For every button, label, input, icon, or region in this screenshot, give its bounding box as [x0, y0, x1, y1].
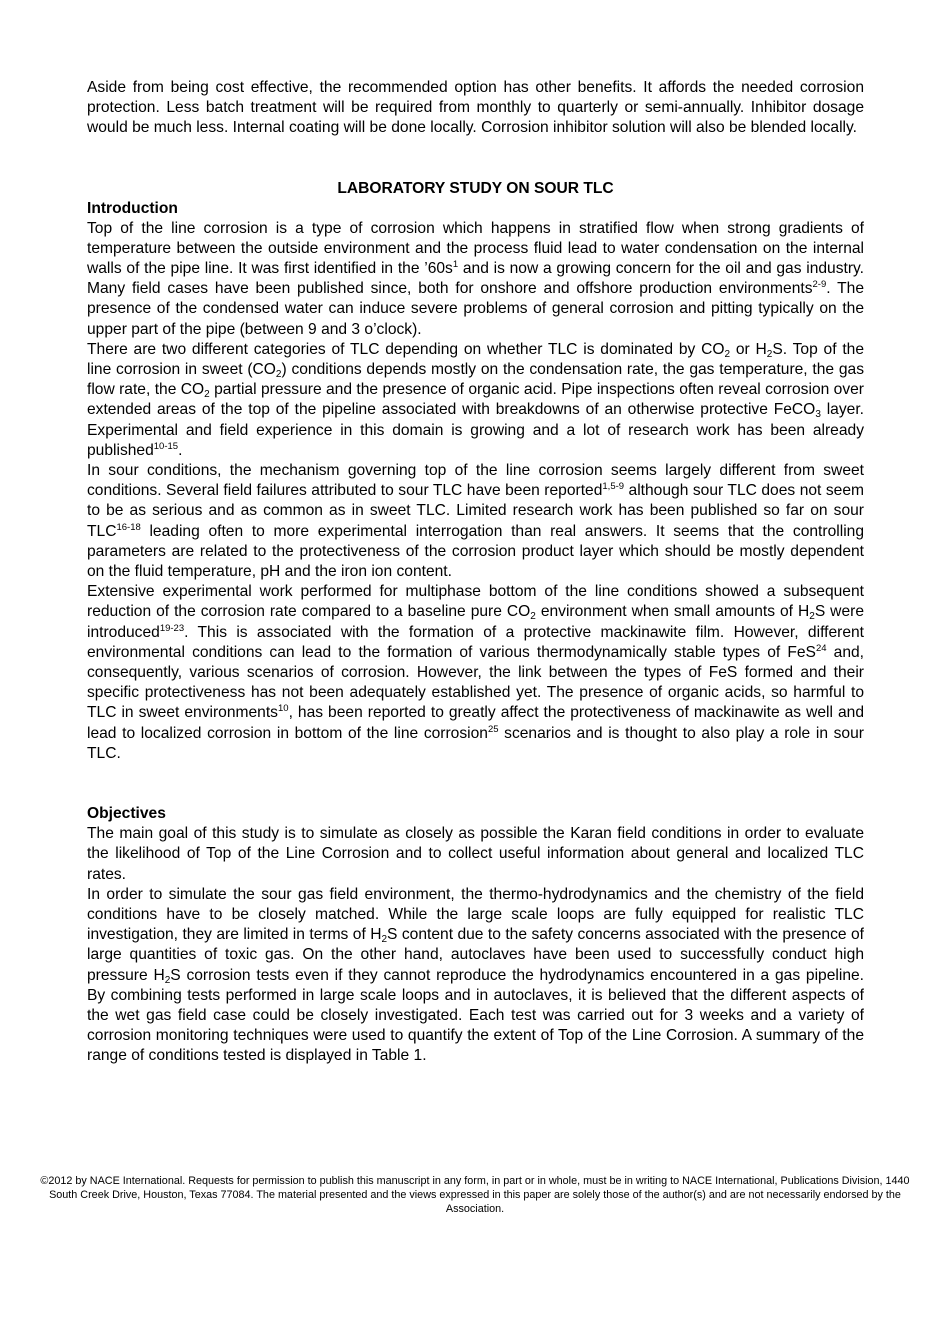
intro-paragraph: Aside from being cost effective, the recommended option has other benefits. It affords the needed corrosion protection. Less batch treatment will be required from monthly to quarterly or semi-annually. Inhibitor dosage would be much less. Internal coating will be done locally. Corrosion inhibitor solution will also be blended locally. [87, 79, 864, 137]
citation: 25 [487, 723, 499, 735]
introduction-heading: Introduction [87, 199, 178, 217]
citation: 10 [277, 703, 289, 715]
section-title: LABORATORY STUDY ON SOUR TLC [337, 179, 614, 197]
copyright-footer: ©2012 by NACE International. Requests for permission to publish this manuscript in any form, in part or in whole, must be in writing to NACE International, Publications Division, 1440 South Creek Drive, Houston, Texas 77084. The material presented and the views expressed in this paper are solely those of the author(s) and are not necessarily endorsed by the Association. [40, 1175, 910, 1216]
citation: 1,5-9 [602, 481, 625, 493]
citation: 10-15 [153, 440, 179, 452]
introduction-paragraph-4: Extensive experimental work performed for multiphase bottom of the line conditions showed a subsequent reduction of the corrosion rate compared to a baseline pure $CO_2$ environment when small amounts of $H_2S$ were introduced$^{19-23}$. This is associated with the formation of a protective mackinawite film. However, different environmental conditions can lead to the formation of various thermodynamically stable types of FeS$^{24}$ and, consequently, various scenarios of corrosion. However, the link between the types of FeS formed and their specific protectiveness has not been adequately established yet. The presence of organic acids, so harmful to TLC in sweet environments$^{10}$, has been reported to greatly affect the protectiveness of mackinawite as well and lead to localized corrosion in bottom of the line corrosion$^{25}$ scenarios and is thought to also play a role in sour TLC. [87, 583, 865, 762]
citation: 2-9 [812, 279, 827, 291]
citation: 24 [815, 642, 827, 654]
citation: 1 [452, 259, 459, 271]
page-body [87, 78, 864, 1067]
introduction-paragraph-2: There are two different categories of TLC depending on whether TLC is dominated by $CO_2$ or $H_2S$. Top of the line corrosion in sweet $(CO_2)$ conditions depends mostly on the condensation rate, the gas temperature, the gas flow rate, the $CO_2$ partial pressure and the presence of organic acid. Pipe inspections often reveal corrosion over extended areas of the top of the pipeline associated with breakdowns of an otherwise protective FeCO$_3$ layer. Experimental and field experience in this domain is growing and a lot of research work has been already published$^{10-15}$. [87, 340, 865, 459]
citation: 16-18 [116, 521, 141, 533]
objectives-paragraph-2: In order to simulate the sour gas field environment, the thermo-hydrodynamics and the chemistry of the field conditions have to be closely matched. While the large scale loops are fully equipped for realistic TLC investigation, they are limited in terms of $H_2S$ content due to the safety concerns associated with the presence of large quantities of toxic gas. On the other hand, autoclaves have been used to successfully conduct high pressure $H_2S$ corrosion tests even if they cannot reproduce the hydrodynamics encountered in a gas pipeline. By combining tests performed in large scale loops and in autoclaves, it is believed that the different aspects of the wet gas field case could be closely investigated. Each test was carried out for 3 weeks and a variety of corrosion monitoring techniques were used to quantify the extent of Top of the Line Corrosion. A summary of the range of conditions tested is displayed in Table 1. [87, 885, 865, 1065]
citation: 19-23 [159, 622, 185, 634]
introduction-paragraph-3: In sour conditions, the mechanism governing top of the line corrosion seems largely different from sweet conditions. Several field failures attributed to sour TLC have been reported$^{1,5-9}$ although sour TLC does not seem to be as serious and as common as in sweet TLC. Limited research work has been published so far on sour TLC$^{16-18}$ leading often to more experimental interrogation than real answers. It seems that the controlling parameters are related to the protectiveness of the corrosion product layer which should be mostly dependent on the fluid temperature, pH and the iron ion content. [87, 462, 864, 581]
objectives-paragraph-1: The main goal of this study is to simulate as closely as possible the Karan field conditions in order to evaluate the likelihood of Top of the Line Corrosion and to collect useful information about general and localized TLC rates. [87, 825, 864, 883]
introduction-paragraph-1: Top of the line corrosion is a type of corrosion which happens in stratified flow when strong gradients of temperature between the outside environment and the process fluid lead to water condensation on the internal walls of the pipe line. It was first identified in the $’60s^1$ and is now a growing concern for the oil and gas industry. Many field cases have been published since, both for onshore and offshore production environments$^{2-9}$. The presence of the condensed water can induce severe problems of general corrosion and pitting typically on the upper part of the pipe (between 9 and 3 o’clock). [87, 219, 865, 338]
objectives-heading: Objectives [87, 805, 166, 823]
